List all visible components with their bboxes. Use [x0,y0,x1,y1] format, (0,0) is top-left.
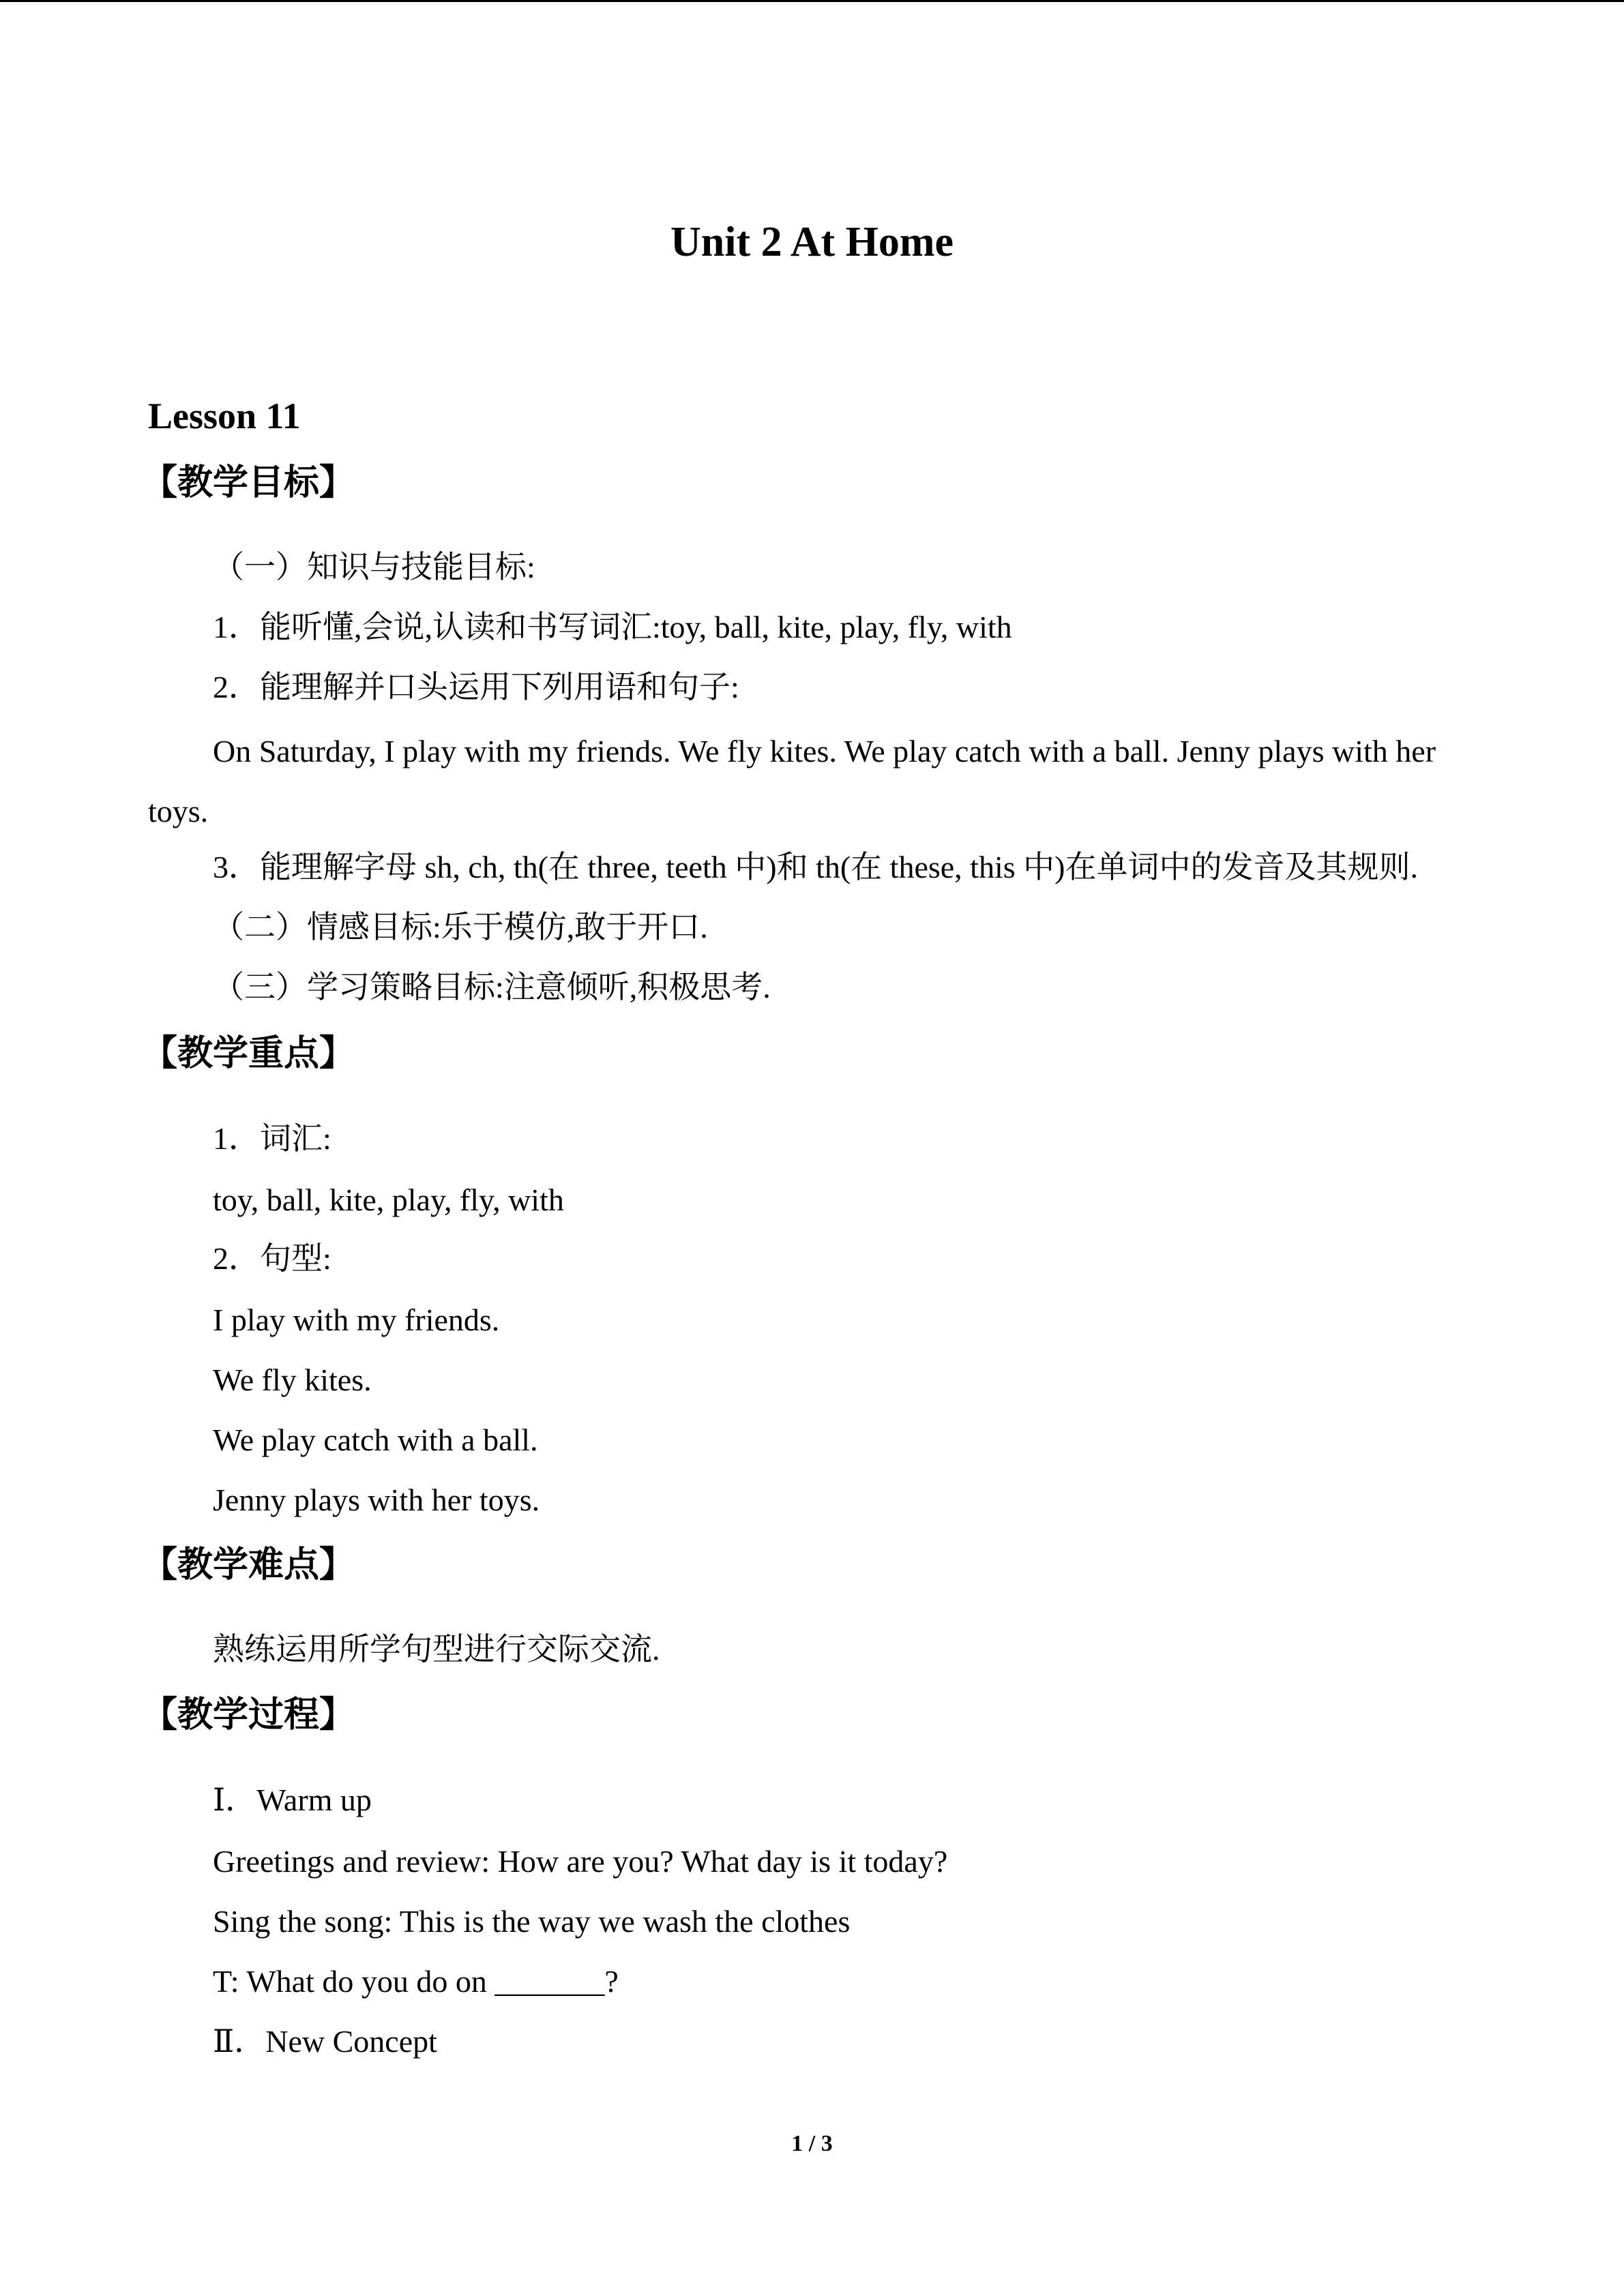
process-step-warm-up: Ⅰ．Warm up [213,1783,372,1817]
objective-strategy: （三）学习策略目标:注意倾听,积极思考. [213,970,771,1004]
page-number: 1 / 3 [791,2131,833,2156]
process-line: Greetings and review: How are you? What day is it today? [213,1844,948,1879]
objectives-heading: 【教学目标】 [142,462,355,503]
key-point-1-text: toy, ball, kite, play, fly, with [213,1182,564,1217]
process-step-new-concept: Ⅱ．New Concept [213,2024,437,2059]
lesson-heading: Lesson 11 [148,396,301,436]
difficulties-heading: 【教学难点】 [142,1545,355,1585]
key-point-2: 2．句型: [213,1241,331,1276]
key-sentence: I play with my friends. [213,1302,500,1337]
key-sentence: We play catch with a ball. [213,1422,538,1457]
objective-item-2-text: On Saturday, I play with my friends. We fly kites. We play catch with a ball. Jenny plays with her toys. [148,734,1436,829]
objective-knowledge: （一）知识与技能目标: [213,550,535,584]
process-line: T: What do you do on _______? [213,1964,619,1999]
process-line: Sing the song: This is the way we wash the clothes [213,1904,851,1939]
objective-item-3: 3．能理解字母 sh, ch, th(在 three, teeth 中)和 th(在 these, this 中)在单词中的发音及其规则. [213,850,1418,884]
key-point-1: 1．词汇: [213,1121,331,1156]
document-title: Unit 2 At Home [670,219,954,265]
key-points-heading: 【教学重点】 [142,1033,355,1074]
objective-item-1: 1．能听懂,会说,认读和书写词汇:toy, ball, kite, play, fly, with [213,610,1012,644]
process-heading: 【教学过程】 [142,1695,355,1735]
key-sentence: Jenny plays with her toys. [213,1482,540,1517]
objective-item-2: 2．能理解并口头运用下列用语和句子: [213,670,739,704]
key-sentence: We fly kites. [213,1362,372,1397]
difficulty-text: 熟练运用所学句型进行交际交流. [213,1632,660,1667]
objective-emotion: （二）情感目标:乐于模仿,敢于开口. [213,910,708,944]
